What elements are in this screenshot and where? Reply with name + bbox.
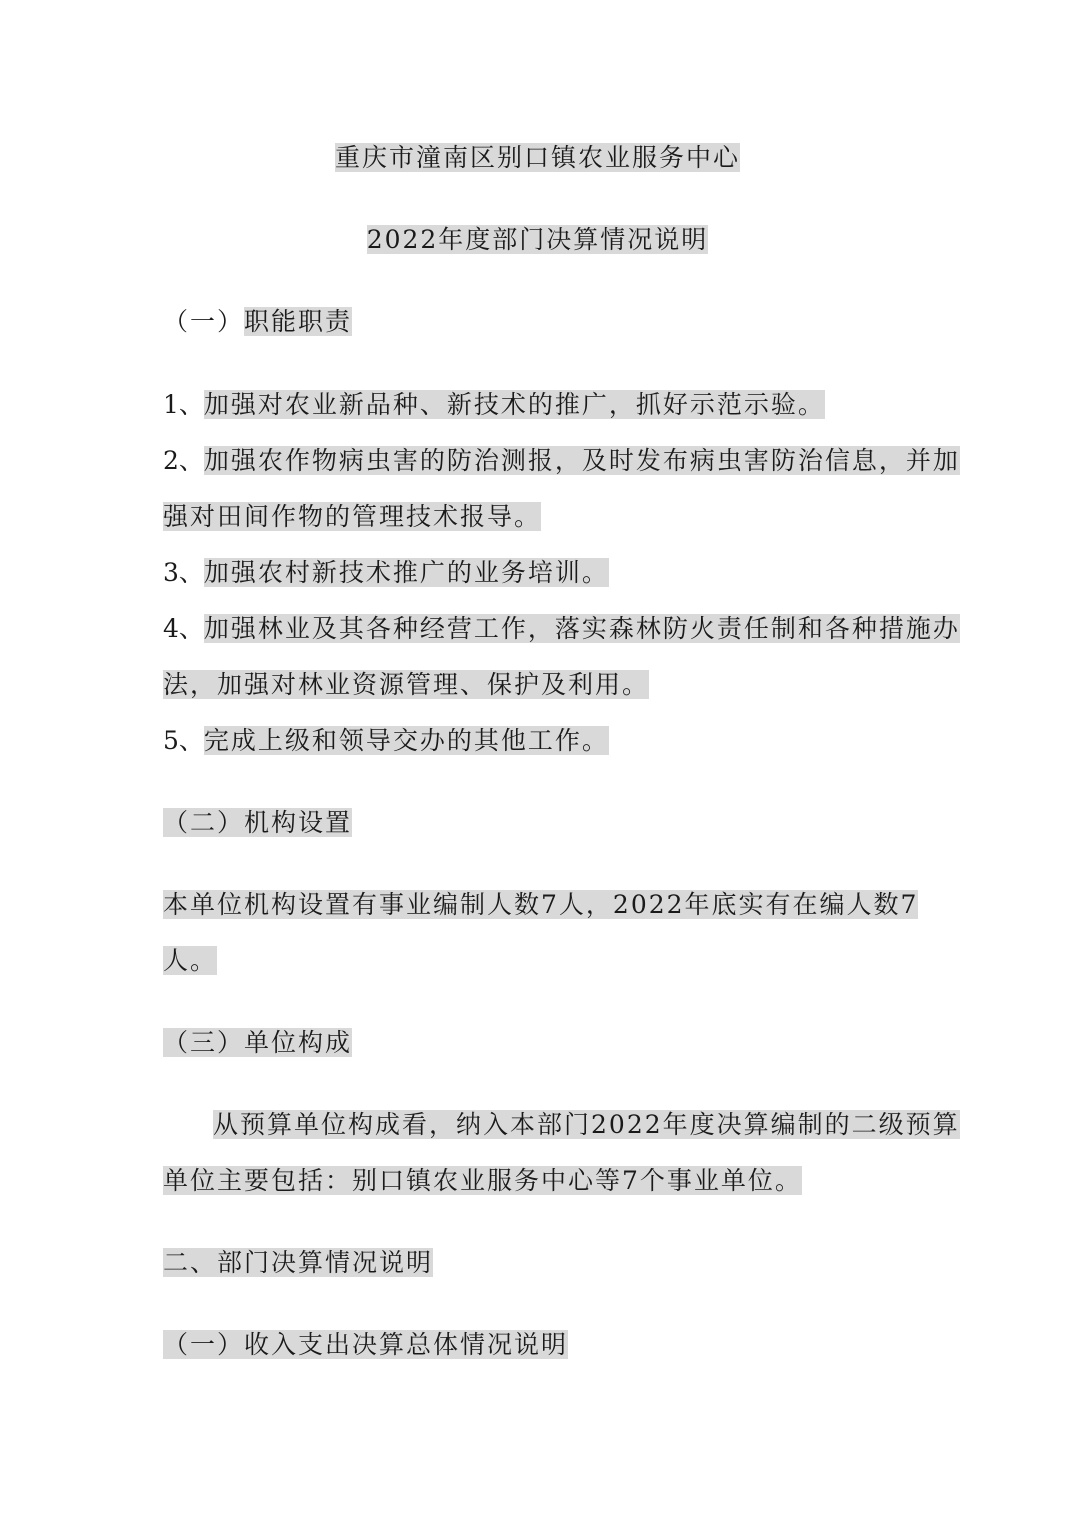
list-item bbox=[163, 611, 960, 647]
section-heading-prefix: （一） bbox=[163, 307, 245, 336]
section-heading-text: （二）机构设置 bbox=[163, 808, 353, 837]
list-item-text: 加强林业及其各种经营工作，落实森林防火责任制和各种措施办 bbox=[203, 614, 960, 643]
document-subtitle bbox=[0, 222, 1075, 258]
list-item-number: 5、 bbox=[163, 726, 204, 755]
paragraph-text: 从预算单位构成看，纳入本部门2022年度决算编制的二级预算 bbox=[213, 1110, 960, 1139]
paragraph-line bbox=[163, 943, 217, 979]
section-heading-structure bbox=[163, 805, 352, 841]
document-title bbox=[0, 140, 1075, 176]
list-item-number: 2、 bbox=[163, 446, 204, 475]
list-item-continuation bbox=[163, 499, 541, 535]
list-item-number: 1、 bbox=[163, 390, 204, 419]
paragraph-line bbox=[163, 1163, 802, 1199]
paragraph-text: 单位主要包括：别口镇农业服务中心等7个事业单位。 bbox=[163, 1166, 802, 1195]
list-item bbox=[163, 443, 960, 479]
list-item bbox=[163, 387, 825, 423]
sub-heading bbox=[163, 1327, 568, 1363]
title-line-2: 2022年度部门决算情况说明 bbox=[366, 225, 709, 254]
section-heading-composition bbox=[163, 1025, 352, 1061]
part-heading bbox=[163, 1245, 433, 1281]
sub-heading-text: （一）收入支出决算总体情况说明 bbox=[163, 1330, 569, 1359]
paragraph-line bbox=[163, 887, 918, 923]
list-item-text: 加强对农业新品种、新技术的推广，抓好示范示验。 bbox=[203, 390, 825, 419]
list-item-text: 加强农作物病虫害的防治测报，及时发布病虫害防治信息，并加 bbox=[203, 446, 960, 475]
list-item-text-continued: 法，加强对林业资源管理、保护及利用。 bbox=[163, 670, 650, 699]
list-item-number: 4、 bbox=[163, 614, 204, 643]
title-line-1: 重庆市潼南区别口镇农业服务中心 bbox=[334, 143, 740, 172]
list-item-continuation bbox=[163, 667, 649, 703]
section-heading-text: 职能职责 bbox=[244, 307, 353, 336]
list-item-text-continued: 强对田间作物的管理技术报导。 bbox=[163, 502, 542, 531]
section-heading-text: （三）单位构成 bbox=[163, 1028, 353, 1057]
section-heading-duties bbox=[163, 304, 352, 340]
paragraph-text: 人。 bbox=[163, 946, 218, 975]
part-heading-text: 二、部门决算情况说明 bbox=[163, 1248, 434, 1277]
list-item-text: 完成上级和领导交办的其他工作。 bbox=[203, 726, 609, 755]
paragraph-line bbox=[213, 1107, 960, 1143]
list-item-text: 加强农村新技术推广的业务培训。 bbox=[203, 558, 609, 587]
list-item bbox=[163, 555, 609, 591]
list-item-number: 3、 bbox=[163, 558, 204, 587]
list-item bbox=[163, 723, 609, 759]
paragraph-text: 本单位机构设置有事业编制人数7人，2022年底实有在编人数7 bbox=[163, 890, 919, 919]
